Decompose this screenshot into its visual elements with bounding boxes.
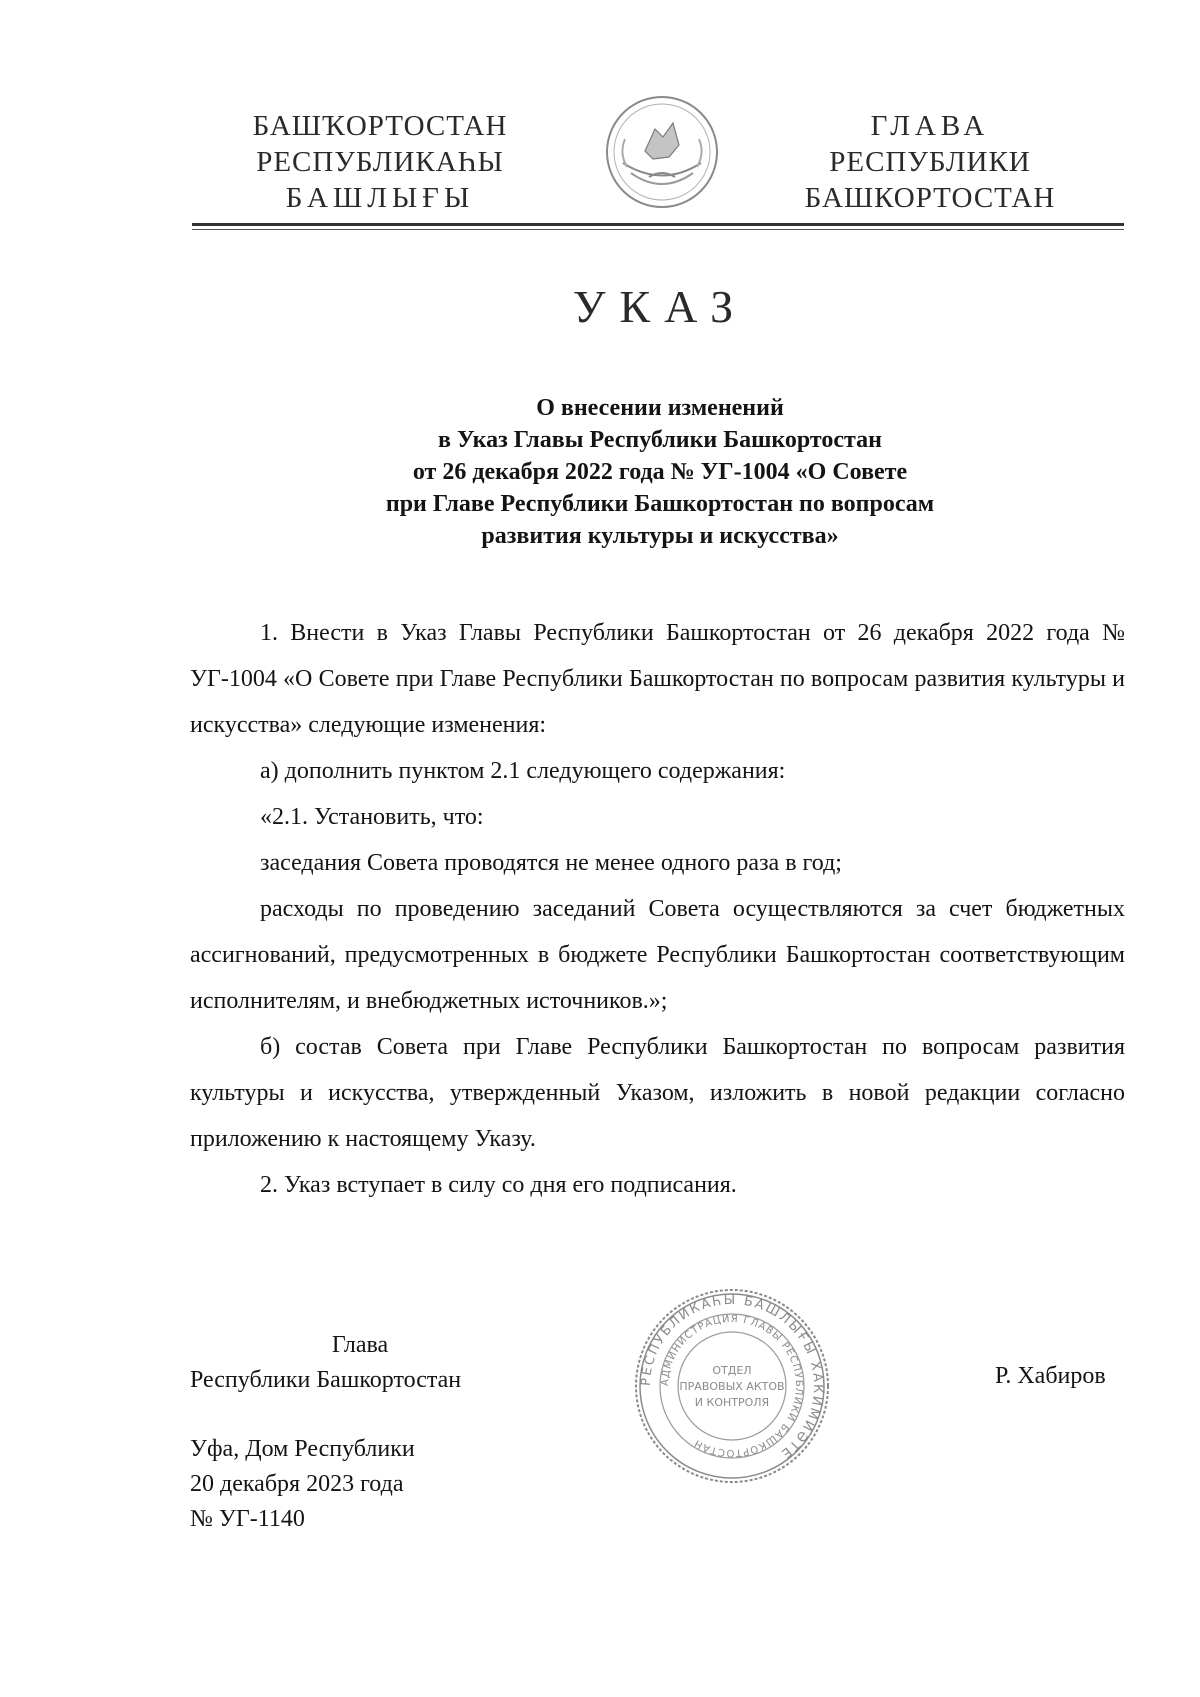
stamp-center-line: ПРАВОВЫХ АКТОВ xyxy=(679,1380,785,1393)
place-line: Уфа, Дом Республики xyxy=(190,1436,415,1462)
header-right-line: РЕСПУБЛИКИ xyxy=(829,146,1031,178)
header-rule-thin xyxy=(192,229,1124,230)
paragraph-6: б) состав Совета при Главе Республики Башкортостан по вопросам развития культуры и искусства, утвержденный Указом, изложить в новой редакции согласно приложению к настоящему Указу. xyxy=(190,1034,1125,1152)
signer-name: Р. Хабиров xyxy=(995,1363,1106,1389)
stamp-center-line: И КОНТРОЛЯ xyxy=(694,1396,770,1409)
header-left-line: РЕСПУБЛИКАҺЫ xyxy=(256,146,504,178)
title-line: в Указ Главы Республики Башкортостан xyxy=(438,427,882,453)
paragraph-3: «2.1. Установить, что: xyxy=(260,804,484,830)
paragraph-5: расходы по проведению заседаний Совета осуществляются за счет бюджетных ассигнований, предусмотренных в бюджете Республики Башкортостан соответствующим исполнителям, и внебюджетных источников.»; xyxy=(190,896,1125,1014)
header-rule-thick xyxy=(192,223,1124,226)
stamp-outer-text: РЕСПУБЛИКАҺЫ БАШЛЫҒЫ ХАКИМИӘТЕ xyxy=(638,1292,826,1462)
title-line: О внесении изменений xyxy=(536,395,784,421)
header-russian xyxy=(780,108,1080,216)
coat-of-arms-emblem xyxy=(603,93,721,211)
signer-position xyxy=(190,1328,530,1398)
decree-number-line: № УГ-1140 xyxy=(190,1506,305,1532)
signer-position-line1: Глава xyxy=(331,1332,389,1358)
paragraph-4: заседания Совета проводятся не менее одного раза в год; xyxy=(260,850,842,876)
stamp-inner-ring-text: АДМИНИСТРАЦИЯ ГЛАВЫ РЕСПУБЛИКИ БАШКОРТОСТАН xyxy=(659,1313,805,1459)
title-line: развития культуры и искусства» xyxy=(481,523,839,549)
place-date-number xyxy=(190,1432,415,1537)
signer-position-line2: Республики Башкортостан xyxy=(190,1367,462,1393)
header-left-line: БАШҠОРТОСТАН xyxy=(252,110,508,142)
paragraph-7: 2. Указ вступает в силу со дня его подписания. xyxy=(260,1172,737,1198)
stamp-center-line: ОТДЕЛ xyxy=(712,1364,752,1377)
document-body xyxy=(190,610,1125,1208)
date-line: 20 декабря 2023 года xyxy=(190,1471,404,1497)
document-title xyxy=(0,392,1200,552)
official-stamp xyxy=(632,1286,832,1486)
title-line: от 26 декабря 2022 года № УГ-1004 «О Совете xyxy=(412,459,908,485)
header-bashkir xyxy=(230,108,530,216)
title-line: при Главе Республики Башкортостан по вопросам xyxy=(385,491,935,517)
header-right-line: БАШКОРТОСТАН xyxy=(804,182,1056,214)
paragraph-1: 1. Внести в Указ Главы Республики Башкортостан от 26 декабря 2022 года № УГ-1004 «О Совете при Главе Республики Башкортостан по вопросам развития культуры и искусства» следующие изменения: xyxy=(190,620,1125,738)
header-right-line: ГЛАВА xyxy=(870,110,990,142)
document-type-heading: УКАЗ xyxy=(572,281,748,332)
header-left-line: БАШЛЫҒЫ xyxy=(285,182,475,214)
paragraph-2: а) дополнить пунктом 2.1 следующего содержания: xyxy=(260,758,786,784)
